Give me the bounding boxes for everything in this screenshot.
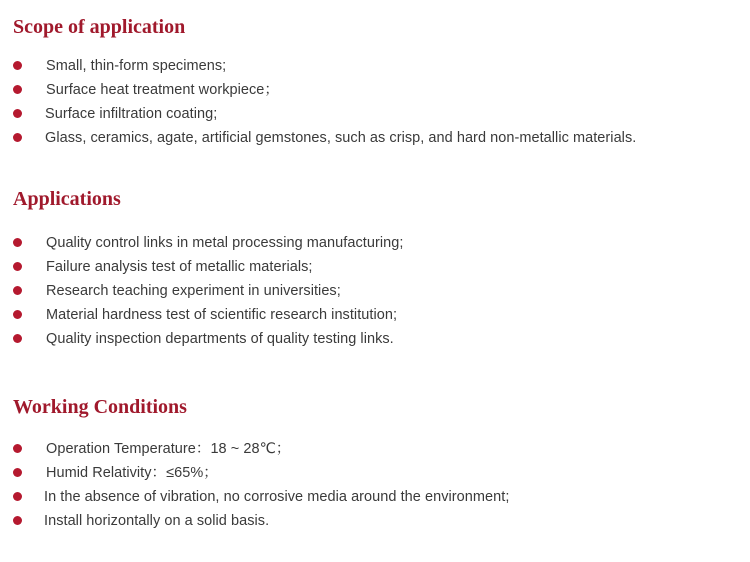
bullet-icon xyxy=(13,310,22,319)
bullet-icon xyxy=(13,334,22,343)
list-item-text: Failure analysis test of metallic materials; xyxy=(46,259,313,275)
bullet-icon xyxy=(13,262,22,271)
bullet-icon xyxy=(13,516,22,525)
applications-heading: Applications xyxy=(13,188,121,210)
bullet-icon xyxy=(13,444,22,453)
list-item-text: Glass, ceramics, agate, artificial gemstones, such as crisp, and hard non-metallic materials. xyxy=(45,130,637,146)
conditions-heading: Working Conditions xyxy=(13,396,187,418)
list-item-text: Humid Relativity：≤65%； xyxy=(46,465,218,481)
list-item-text: Surface heat treatment workpiece； xyxy=(46,82,279,98)
list-item-text: Small, thin-form specimens; xyxy=(46,58,227,74)
list-item-text: Quality control links in metal processing manufacturing; xyxy=(46,235,404,251)
list-item-text: Research teaching experiment in universities; xyxy=(46,283,341,299)
bullet-icon xyxy=(13,85,22,94)
list-item-text: Install horizontally on a solid basis. xyxy=(44,513,270,529)
list-item-text: Quality inspection departments of quality testing links. xyxy=(46,331,394,347)
bullet-icon xyxy=(13,61,22,70)
list-item-text: In the absence of vibration, no corrosive media around the environment; xyxy=(44,489,510,505)
list-item-text: Surface infiltration coating; xyxy=(45,106,218,122)
list-item-text: Material hardness test of scientific research institution; xyxy=(46,307,398,323)
bullet-icon xyxy=(13,109,22,118)
bullet-icon xyxy=(13,286,22,295)
bullet-icon xyxy=(13,133,22,142)
bullet-icon xyxy=(13,468,22,477)
bullet-icon xyxy=(13,492,22,501)
bullet-icon xyxy=(13,238,22,247)
list-item-text: Operation Temperature：18 ~ 28℃； xyxy=(46,441,291,457)
scope-heading: Scope of application xyxy=(13,16,186,38)
